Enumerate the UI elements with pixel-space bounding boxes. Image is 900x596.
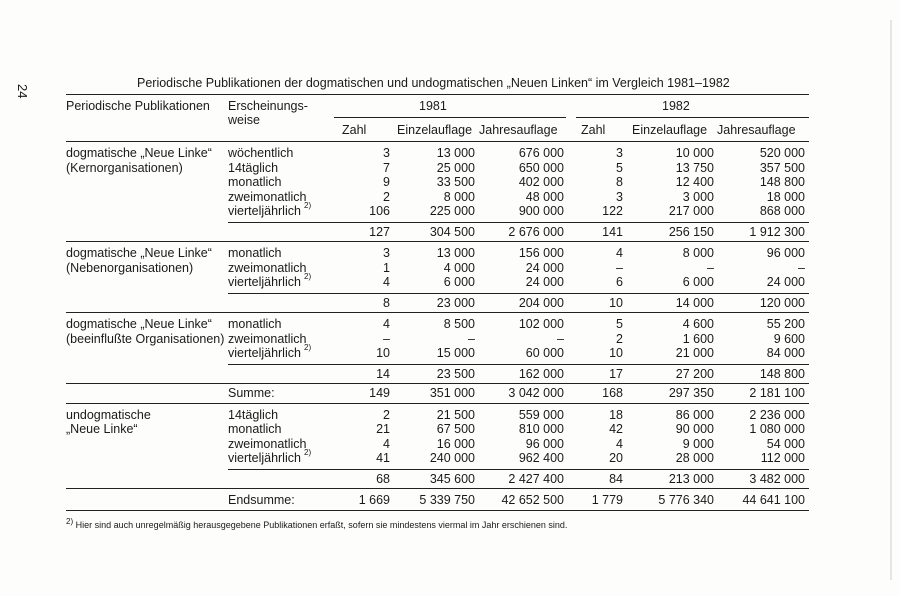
endsumme-row-j1: 42 652 500 [501,493,564,507]
endsumme-row-j2: 44 641 100 [742,493,805,507]
table-row-j1: 96 000 [525,436,564,451]
header-zahl-1982: Zahl [581,123,606,137]
table-row-z1: 106 [369,204,390,218]
table-row-e1: 240 000 [429,451,475,465]
subtotal-row-j2: 1 912 300 [749,224,805,239]
subtotal-row-e2: 213 000 [668,471,714,486]
table-row-j2: 2 236 000 [749,407,805,422]
table-row-e1: 6 000 [443,275,475,289]
subtotal-row-j1: 162 000 [518,366,564,381]
table-title: Periodische Publikationen der dogmatischen und undogmatischen „Neuen Linken“ im Vergleich 1981–1982 [137,76,730,90]
table-row-z1: 9 [383,175,390,189]
subtotal-row-z1: 68 [376,471,390,486]
subtotal-row-z1: 14 [376,366,390,381]
table-row-j2: 148 800 [759,175,805,189]
table-row-j2: 112 000 [760,451,805,465]
header-erscheinungsweise-1: Erscheinungs- [228,99,308,113]
table-row-z1: 3 [383,246,390,260]
table-row-e2: 8 000 [682,246,714,260]
table-row-z2: 2 [616,331,623,346]
table-row-z1: – [383,331,390,346]
subtotal-row-j2: 3 482 000 [749,471,805,486]
page-edge-shadow [890,20,892,580]
row-erscheinungsweise: wöchentlich [228,146,294,160]
subtotal-row-z2: 17 [609,366,623,381]
row-erscheinungsweise: vierteljährlich [228,275,301,289]
page-number: 24 [15,84,30,99]
table-row-j2: 96 000 [766,246,805,260]
table-row-z1: 7 [383,160,390,175]
table-row-z1: 10 [376,346,390,360]
group-label: undogmatische [66,407,151,422]
table-row-z2: 122 [602,204,623,218]
table-row-z1: 4 [383,436,390,451]
subtotal-row-z2: 10 [609,295,623,310]
table-row-j2: 357 500 [759,160,805,175]
summe-row-e1: 351 000 [429,386,475,400]
table-row-j1: 962 400 [518,451,564,465]
table-row-e2: 13 750 [675,160,714,175]
table-row-j1: 60 000 [525,346,564,360]
footnote-ref: 2) [304,201,312,210]
header-year-1981: 1981 [419,99,447,113]
group-separator-rule [66,241,809,242]
row-erscheinungsweise: vierteljährlich [228,451,301,465]
subtotal-row-e1: 304 500 [429,224,475,239]
group-label: dogmatische „Neue Linke“ [66,146,212,160]
subtotal-row-e1: 23 500 [436,366,475,381]
table-row-e2: 28 000 [675,451,714,465]
table-row-e1: 33 500 [436,175,475,189]
row-erscheinungsweise: monatlich [228,246,282,260]
table-row-j2: 54 000 [766,436,805,451]
table-row-e1: – [468,331,475,346]
table-row-j1: 48 000 [525,189,564,204]
footnote-mark: 2) [66,517,74,526]
table-row-z1: 4 [383,317,390,331]
table-row-e2: 10 000 [675,146,714,160]
subtotal-row-z1: 8 [383,295,390,310]
subtotal-row-e1: 23 000 [436,295,475,310]
row-erscheinungsweise: zweimonatlich [228,436,307,451]
table-row-j2: 24 000 [766,275,805,289]
subtotal-row-j1: 2 676 000 [508,224,564,239]
subtotal-row-z1: 127 [369,224,390,239]
group-label: (beeinflußte Organisationen) [66,331,225,346]
header-jahresauflage-1981: Jahresauflage [479,123,558,137]
table-row-z1: 41 [376,451,390,465]
table-row-z2: 4 [616,436,623,451]
header-top-rule [66,94,809,95]
header-einzelauflage-1981: Einzelauflage [397,123,473,137]
group-separator-rule [66,312,809,313]
header-year-1982: 1982 [662,99,690,113]
group-label: „Neue Linke“ [66,422,138,436]
header-1982-rule [576,117,809,118]
subtotal-row-j2: 120 000 [759,295,805,310]
table-row-e2: 217 000 [668,204,714,218]
endsumme-top-rule [66,488,809,489]
subtotal-row-j1: 2 427 400 [508,471,564,486]
subtotal-row-e2: 27 200 [675,366,714,381]
header-zahl-1981: Zahl [342,123,367,137]
group-separator-rule [66,383,809,384]
endsumme-row-z2: 1 779 [591,493,623,507]
header-jahresauflage-1982: Jahresauflage [717,123,796,137]
summe-row-j2: 2 181 100 [749,386,805,400]
table-row-j1: 156 000 [518,246,564,260]
group-label: (Kernorganisationen) [66,160,183,175]
table-row-z2: 20 [609,451,623,465]
summe-row-z2: 168 [602,386,623,400]
table-row-j1: 650 000 [518,160,564,175]
group-subtotal-rule [228,364,809,365]
endsumme-bottom-rule [66,510,809,511]
table-row-z2: – [616,260,623,275]
table-row-z2: 5 [616,160,623,175]
table-row-z2: 18 [609,407,623,422]
subtotal-row-e2: 256 150 [668,224,714,239]
table-row-e1: 8 500 [443,317,475,331]
table-row-e1: 21 500 [436,407,475,422]
table-row-j1: – [557,331,564,346]
table-row-e1: 25 000 [436,160,475,175]
table-row-z1: 2 [383,189,390,204]
subtotal-row-z2: 84 [609,471,623,486]
table-row-z1: 4 [383,275,390,289]
row-erscheinungsweise: zweimonatlich [228,189,307,204]
group-subtotal-rule [228,222,809,223]
table-row-z2: 42 [609,422,623,436]
table-row-j2: 84 000 [766,346,805,360]
summe-row-e2: 297 350 [668,386,714,400]
table-row-e1: 4 000 [443,260,475,275]
row-erscheinungsweise: zweimonatlich [228,260,307,275]
group-label: (Nebenorganisationen) [66,260,194,275]
table-row-e1: 8 000 [443,189,475,204]
table-row-j1: 676 000 [518,146,564,160]
table-row-e2: 86 000 [675,407,714,422]
endsumme-row-e1: 5 339 750 [419,493,475,507]
table-row-j1: 559 000 [518,407,564,422]
table-row-j1: 24 000 [525,275,564,289]
table-row-z1: 3 [383,146,390,160]
table-row-e1: 67 500 [436,422,475,436]
subtotal-row-j1: 204 000 [518,295,564,310]
table-row-j1: 102 000 [518,317,564,331]
row-erscheinungsweise: monatlich [228,175,282,189]
table-row-j1: 900 000 [518,204,564,218]
table-row-e1: 16 000 [436,436,475,451]
group-subtotal-rule [228,469,809,470]
endsumme-row-z1: 1 669 [358,493,390,507]
table-row-j2: 55 200 [766,317,805,331]
table-row-z2: 5 [616,317,623,331]
table-row-j1: 24 000 [525,260,564,275]
header-erscheinungsweise-2: weise [228,113,260,127]
endsumme-row-e2: 5 776 340 [658,493,714,507]
table-row-j2: 868 000 [759,204,805,218]
row-erscheinungsweise: vierteljährlich [228,346,301,360]
table-row-z2: 4 [616,246,623,260]
group-label: dogmatische „Neue Linke“ [66,317,212,331]
table-row-e2: – [707,260,714,275]
table-row-e2: 3 000 [682,189,714,204]
row-erscheinungsweise: zweimonatlich [228,331,307,346]
table-row-z1: 1 [383,260,390,275]
table-row-e2: 4 600 [682,317,714,331]
table-row-j2: – [798,260,805,275]
table-row-e2: 6 000 [682,275,714,289]
subtotal-row-e1: 345 600 [429,471,475,486]
summe-row-j1: 3 042 000 [508,386,564,400]
table-row-e2: 9 000 [682,436,714,451]
table-row-j2: 1 080 000 [749,422,805,436]
row-erscheinungsweise: monatlich [228,422,282,436]
table-row-z2: 3 [616,146,623,160]
table-row-e2: 21 000 [675,346,714,360]
table-row-e2: 90 000 [675,422,714,436]
table-row-j2: 18 000 [766,189,805,204]
table-row-z1: 21 [376,422,390,436]
endsumme-label: Endsumme: [228,493,295,507]
table-row-e1: 13 000 [436,246,475,260]
summe-rule [66,403,809,404]
row-erscheinungsweise: monatlich [228,317,282,331]
table-row-j2: 9 600 [773,331,805,346]
header-1981-rule [334,117,566,118]
footnote-ref: 2) [304,448,312,457]
subtotal-row-z2: 141 [602,224,623,239]
footnote-ref: 2) [304,343,312,352]
group-subtotal-rule [228,293,809,294]
table-row-e1: 15 000 [436,346,475,360]
header-einzelauflage-1982: Einzelauflage [632,123,708,137]
table-row-z2: 3 [616,189,623,204]
subtotal-row-e2: 14 000 [675,295,714,310]
subtotal-row-j2: 148 800 [759,366,805,381]
group-label: dogmatische „Neue Linke“ [66,246,212,260]
table-row-j1: 402 000 [518,175,564,189]
table-row-z2: 6 [616,275,623,289]
table-row-e2: 1 600 [682,331,714,346]
table-row-z2: 10 [609,346,623,360]
table-row-e1: 225 000 [429,204,475,218]
table-row-e1: 13 000 [436,146,475,160]
row-erscheinungsweise: vierteljährlich [228,204,301,218]
table-row-j1: 810 000 [518,422,564,436]
footnote [66,517,567,530]
table-row-j2: 520 000 [759,146,805,160]
footnote-ref: 2) [304,272,312,281]
summe-label: Summe: [228,386,275,400]
table-row-e2: 12 400 [675,175,714,189]
summe-row-z1: 149 [369,386,390,400]
row-erscheinungsweise: 14täglich [228,160,279,175]
table-row-z1: 2 [383,407,390,422]
row-erscheinungsweise: 14täglich [228,407,279,422]
header-bottom-rule [66,141,809,142]
header-periodische-publikationen: Periodische Publikationen [66,99,210,113]
table-row-z2: 8 [616,175,623,189]
footnote-text: Hier sind auch unregelmäßig herausgegebene Publikationen erfaßt, sofern sie mindestens viermal im Jahr erschienen sind. [75,520,568,530]
